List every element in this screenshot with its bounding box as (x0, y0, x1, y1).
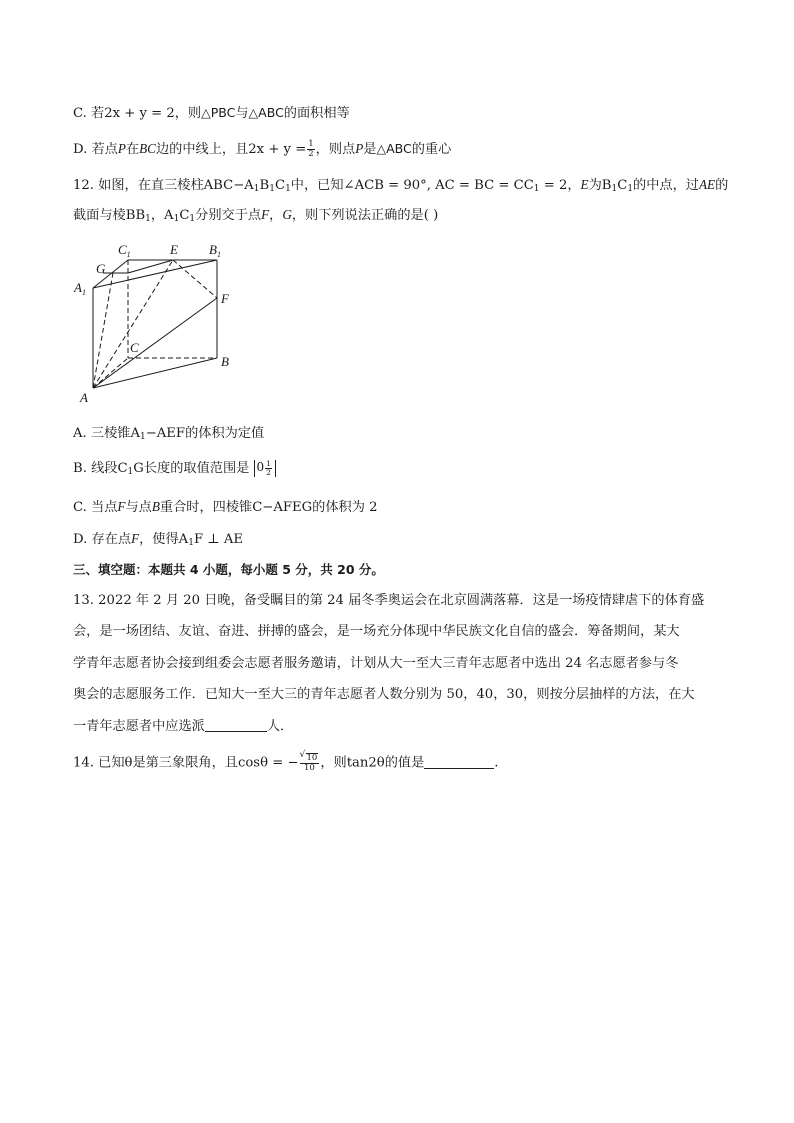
q11d-then: ，则点 (315, 142, 356, 157)
sub: 1 (140, 432, 146, 442)
s2b: ，A (150, 208, 174, 223)
label-a1: $A_1$ (74, 280, 86, 297)
s2c: C (179, 208, 190, 223)
ob-b: G长度的取值范围是 (133, 461, 250, 476)
edge-ab (93, 358, 217, 388)
point-p: P (117, 141, 126, 156)
sub: 1 (127, 467, 134, 477)
sqrt-10: √ 10 (306, 753, 319, 763)
oc-a: C. 当点 (73, 500, 118, 515)
s1d: 中，已知∠ACB = 90°, AC = BC = CC (290, 178, 534, 193)
point-e: E (580, 177, 589, 192)
q14-b: ，则tan2θ的值是 (320, 755, 425, 771)
oa-a: A. 三棱锥A (73, 426, 140, 441)
label-c1: $C_1$ (118, 242, 131, 259)
q12-option-b (73, 460, 276, 481)
s1e: = 2， (539, 178, 581, 193)
s2a: 截面与棱BB (73, 208, 146, 223)
q12-option-a (73, 425, 264, 446)
triangle-abc: △ABC (248, 105, 284, 120)
q12-option-d (73, 530, 243, 552)
q13-line-4: 奥会的志愿服务工作．已知大一至大三的青年志愿者人数分别为 50，40，30，则按分层抽样的方法，在大 (73, 687, 695, 702)
s1a: 12. 如图，在直三棱柱ABC−A (73, 178, 254, 193)
q12-stem-line-2 (73, 206, 438, 228)
point-b: B (151, 499, 160, 514)
sub: 1 (285, 184, 291, 194)
q13-l5a: 一青年志愿者中应选派 (73, 719, 205, 734)
label-b: B (221, 354, 229, 369)
point-f: F (261, 207, 270, 222)
sub: 1 (627, 184, 634, 194)
point-p-2: P (355, 141, 364, 156)
label-f: F (221, 291, 229, 306)
s1g: C (617, 178, 628, 193)
q11d-is: 是 (363, 142, 377, 157)
q13-line-1: 13. 2022 年 2 月 20 日晚，备受瞩目的第 24 届冬季奥运会在北京圆满落幕．这是一场疫情肆虐下的体育盛 (73, 593, 705, 608)
q11d-mid: 边的中线上，且2x + y = (155, 142, 307, 157)
q13-line-3: 学青年志愿者协会接到组委会志愿者服务邀请，计划从大一至大三青年志愿者中选出 24 名志愿者参与冬 (73, 656, 679, 671)
s1i: 的 (715, 178, 729, 193)
q11d-suffix: 的重心 (411, 142, 452, 157)
hidden-edge-ef (173, 260, 217, 298)
triangle-pbc: △PBC (201, 105, 236, 120)
q11d-prefix: D. 若点 (73, 142, 118, 157)
q11c-mid: 与 (235, 106, 249, 121)
frac-num: 1 (308, 139, 314, 149)
sub: 1 (269, 184, 275, 194)
interval-start: 0 (256, 460, 265, 474)
fraction-sqrt10-over-10 (300, 753, 320, 773)
sub: 1 (145, 214, 151, 224)
point-f: F (131, 531, 140, 546)
frac-den: 2 (308, 149, 314, 159)
frac-den: 2 (266, 468, 271, 477)
label-a: A (80, 390, 88, 405)
sub: 1 (611, 184, 618, 194)
q12-option-c (73, 498, 378, 517)
q13-line-2: 会，是一场团结、友谊、奋进、拼搏的盛会，是一场充分体现中华民族文化自信的盛会．筹备期间，某大 (73, 624, 680, 639)
answer-blank-14[interactable] (424, 754, 494, 769)
sub: 1 (189, 214, 196, 224)
q11d-in: 在 (125, 142, 140, 157)
triangle-abc-2: △ABC (376, 141, 412, 156)
label-e: E (170, 242, 178, 257)
oa-b: −AEF的体积为定值 (145, 426, 265, 441)
fraction-half (307, 140, 314, 159)
s2f: ，则下列说法正确的是( ) (291, 208, 439, 223)
segment-ae: AE (698, 177, 716, 192)
frac-num: 1 (266, 459, 271, 468)
label-b1: $B_1$ (209, 242, 221, 259)
s1h: 的中点，过 (633, 178, 699, 193)
sub: 1 (188, 538, 194, 548)
sub: 1 (173, 214, 180, 224)
prism-figure (70, 236, 250, 408)
od-a: D. 存在点 (73, 532, 132, 547)
q13-line-5 (73, 717, 293, 736)
hidden-edge-ag (93, 273, 113, 388)
q11c-suffix: 的面积相等 (283, 106, 350, 121)
q14-a: 14. 已知θ是第三象限角，且cosθ = − (73, 755, 299, 771)
q11-option-c (73, 104, 350, 123)
closed-interval (254, 460, 276, 477)
edge-af (93, 298, 217, 388)
q11c-text: C. 若2x + y = 2，则 (73, 106, 202, 121)
segment-bc: BC (139, 141, 156, 156)
answer-blank-13[interactable] (205, 717, 267, 732)
q14-end: . (494, 755, 499, 771)
oc-c: 重合时，四棱锥C−AFEG的体积为 2 (159, 500, 378, 515)
s2d: 分别交于点 (195, 208, 262, 223)
sub: 1 (253, 184, 260, 194)
point-f: F (117, 499, 126, 514)
label-c: C (130, 340, 139, 355)
label-g: G (96, 261, 106, 276)
q12-stem-line-1 (73, 176, 728, 198)
frac-den: 10 (304, 763, 315, 773)
section-title: 三、填空题：本题共 4 小题，每小题 5 分，共 20 分。 (73, 562, 384, 577)
point-g: G (282, 207, 292, 222)
sub: 1 (533, 184, 540, 194)
s2e: ， (269, 208, 283, 223)
s1b: B (259, 178, 270, 193)
interval-end-fraction (265, 460, 272, 477)
q14-line (73, 753, 498, 773)
oc-b: 与点 (125, 500, 152, 515)
s1c: C (274, 178, 286, 193)
ob-a: B. 线段C (73, 461, 128, 476)
q11-option-d (73, 140, 451, 159)
od-c: F ⊥ AE (193, 532, 244, 547)
s1f: 为B (588, 178, 612, 193)
q13-l5b: 人． (266, 719, 294, 734)
od-b: ，使得A (139, 532, 189, 547)
frac-num (300, 753, 320, 764)
